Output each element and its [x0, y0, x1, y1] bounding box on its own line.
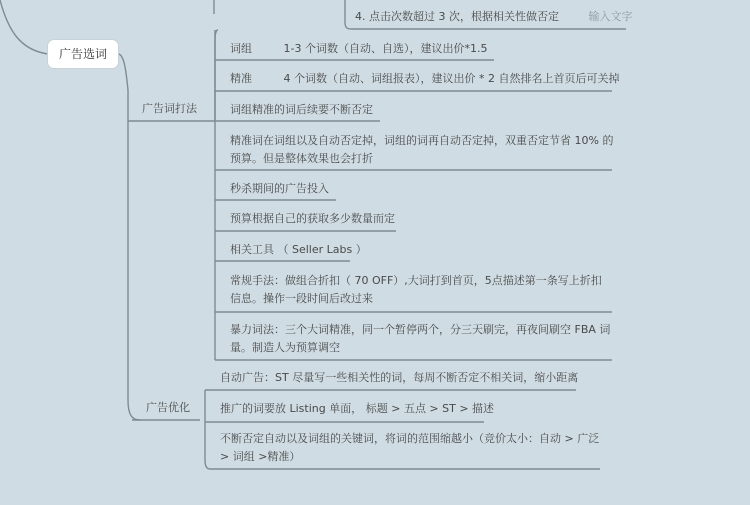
item-budget-by-volume[interactable]: 预算根据自己的获取多少数量而定	[230, 212, 395, 225]
item-regular-method[interactable]: 常规手法：做组合折扣（ 70 OFF）,大词打到首页，5点描述第一条写上折扣信息。操作一段时间后改过来	[230, 274, 602, 305]
item-listing-placement[interactable]: 推广的词要放 Listing 单面， 标题 > 五点 > ST > 描述	[220, 402, 495, 415]
top-rule-4-text: 4. 点击次数超过 3 次，根据相关性做否定	[355, 10, 559, 23]
root-node[interactable]: 广告选词	[48, 40, 118, 68]
item-narrow-keywords[interactable]: 不断否定自动以及词组的关键词，将词的范围缩越小（竞价太小：自动 > 广泛 > 词组 >精准）	[220, 432, 600, 463]
item-negate-continuously[interactable]: 词组精准的词后续要不断否定	[230, 103, 373, 116]
input-placeholder[interactable]: 输入文字	[588, 10, 633, 23]
item-double-negation[interactable]: 精准词在词组以及自动否定掉，词组的词再自动否定掉，双重否定节省 10% 的预算。但是整体效果也会打折	[230, 134, 614, 165]
branch-ad-optimization[interactable]: 广告优化	[146, 401, 190, 414]
branch2-spine	[205, 390, 210, 469]
item-flash-sale-budget[interactable]: 秒杀期间的广告投入	[230, 182, 329, 195]
item-auto-ads[interactable]: 自动广告：ST 尽量写一些相关性的词，每周不断否定不相关词，缩小距离	[220, 371, 579, 384]
item-exact-text: 4 个词数（自动、词组报表），建议出价 * 2 自然排名上首页后可关掉	[283, 72, 620, 85]
item-aggressive-method[interactable]: 暴力词法：三个大词精准，同一个暂停两个，分三天刷完，再夜间刷空 FBA 词量。制造人为预算调空	[230, 323, 611, 354]
item-phrase-key: 词组	[230, 42, 252, 55]
item-exact-key: 精准	[230, 72, 252, 85]
item-related-tools[interactable]: 相关工具 （ Seller Labs ）	[230, 243, 367, 256]
root-to-branch1-connector	[118, 54, 128, 121]
item-phrase-text: 1-3 个词数（自动、自选），建议出价*1.5	[283, 42, 488, 55]
item-phrase[interactable]	[230, 40, 487, 58]
root-to-branch2-connector	[128, 121, 140, 420]
top-rule-4[interactable]	[355, 8, 632, 26]
root-incoming-connector	[0, 0, 48, 54]
branch-ad-keyword-strategy[interactable]: 广告词打法	[142, 102, 197, 115]
item-exact[interactable]	[230, 70, 619, 88]
